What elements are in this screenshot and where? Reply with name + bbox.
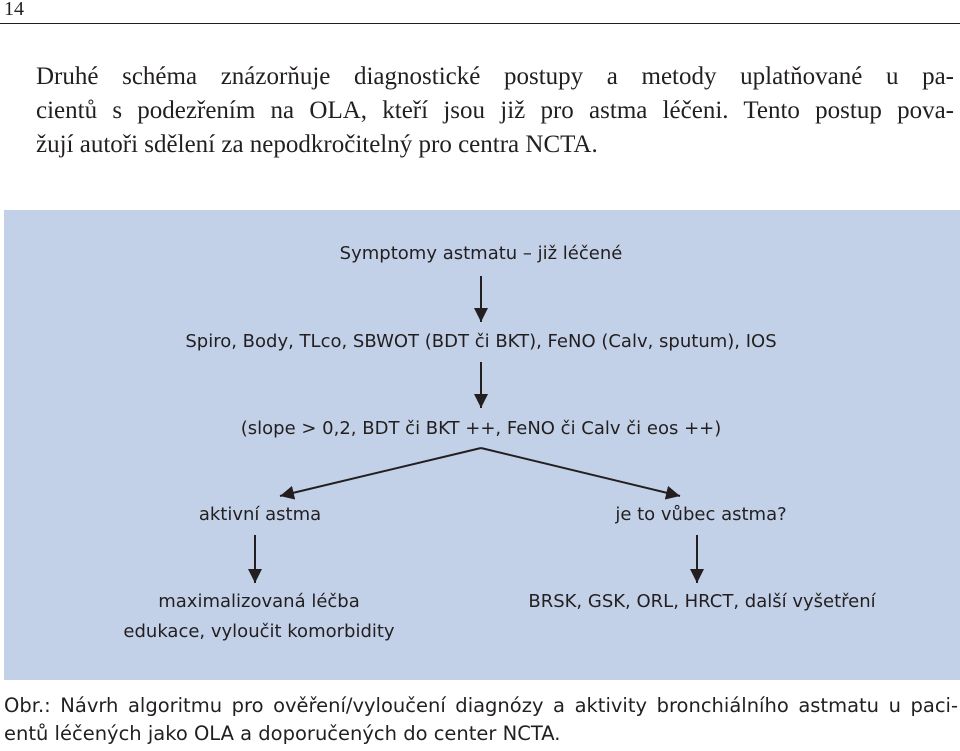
page-number: 14 [4, 0, 24, 20]
node-is-it-asthma: je to vůbec astma? [615, 504, 787, 525]
node-further-tests: BRSK, GSK, ORL, HRCT, další vyšetření [528, 591, 876, 612]
figure-caption [4, 692, 958, 748]
paragraph-line: žují autoři sdělení za nepodkročitelný pro centra NCTA. [36, 131, 598, 158]
node-criteria: (slope > 0,2, BDT či BKT ++, FeNO či Calv či eos ++) [240, 418, 722, 439]
intro-paragraph [36, 60, 954, 162]
node-treatment-line1: maximalizovaná léčba [158, 591, 360, 612]
node-active-asthma: aktivní astma [198, 504, 322, 525]
node-tests: Spiro, Body, TLco, SBWOT (BDT či BKT), FeNO (Calv, sputum), IOS [185, 331, 777, 352]
caption-line: entů léčených jako OLA a doporučených do center NCTA. [4, 722, 561, 745]
caption-line: Obr.: Návrh algoritmu pro ověření/vyloučení diagnózy a aktivity bronchiálního astmatu u paci- [4, 694, 958, 717]
header-rule [0, 23, 960, 24]
arrow-criteria-to-question [481, 448, 680, 496]
arrow-criteria-to-active [280, 448, 481, 496]
node-symptoms: Symptomy astmatu – již léčené [339, 243, 623, 264]
paragraph-line: Druhé schéma znázorňuje diagnostické postupy a metody uplatňované u pa- [36, 63, 954, 90]
node-treatment-line2: edukace, vyloučit komorbidity [123, 621, 395, 642]
paragraph-line: cientů s podezřením na OLA, kteří jsou již pro astma léčeni. Tento postup pova- [36, 97, 954, 124]
diagnostic-scheme [4, 210, 960, 680]
